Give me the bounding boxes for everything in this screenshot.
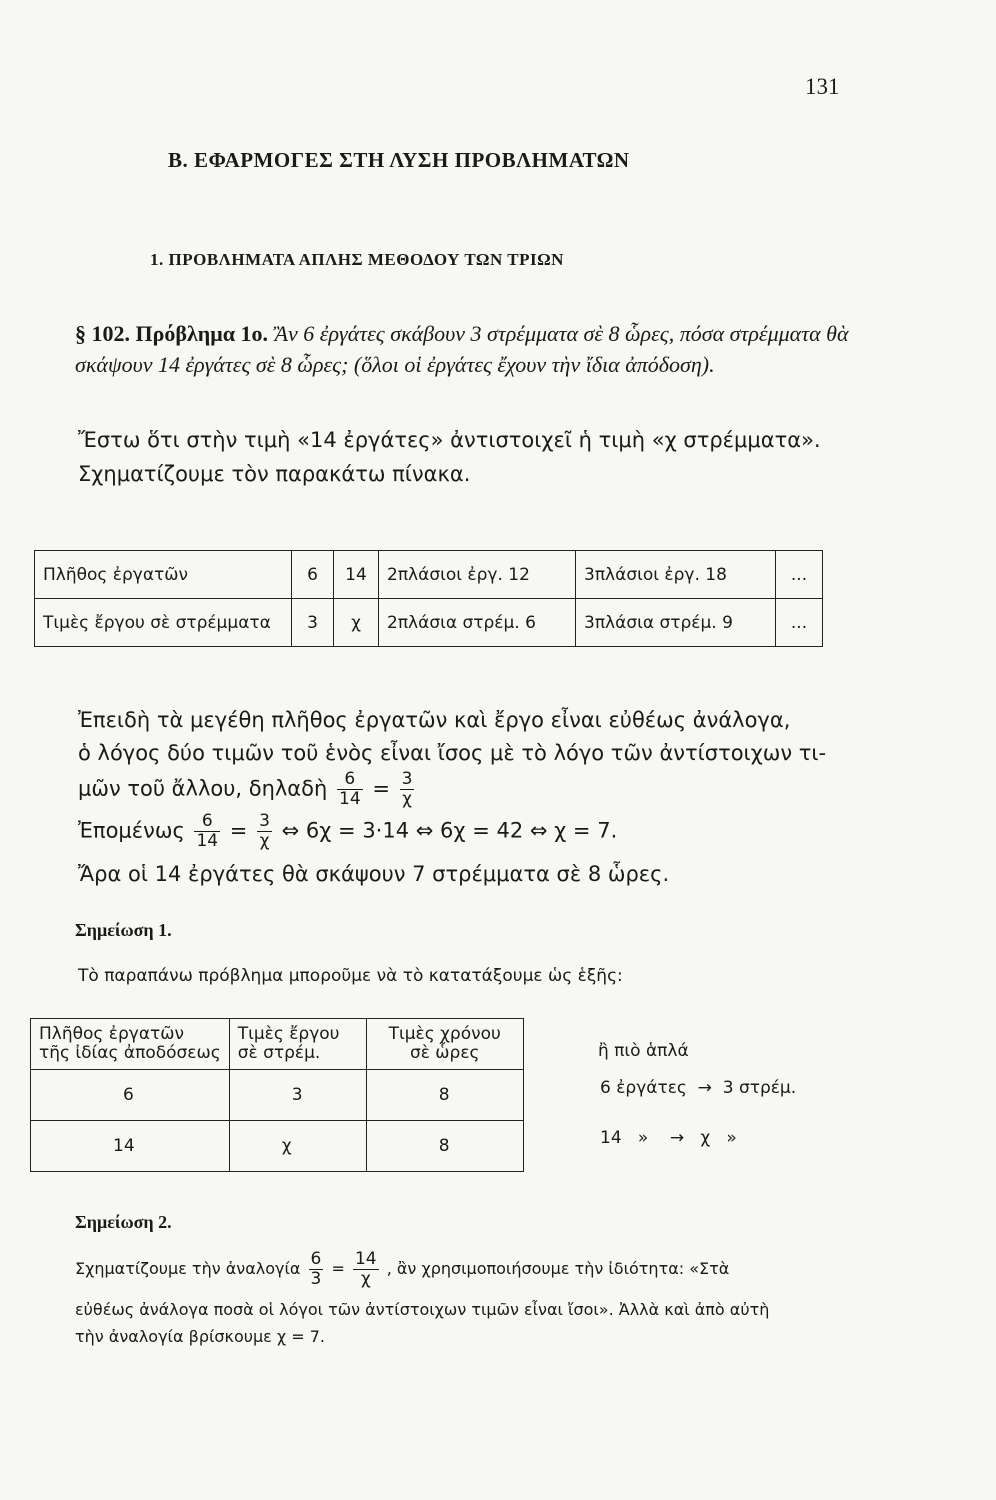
reasoning-line: ὁ λόγος δύο τιμῶν τοῦ ἑνὸς εἶναι ἴσος μὲ τὸ λόγο τῶν ἀντίστοιχων τι- [78, 741, 827, 765]
fraction-numerator: 6 [310, 1249, 322, 1269]
page-number: 131 [805, 74, 840, 99]
table-cell: 3 [229, 1070, 366, 1121]
equals-sign: = [372, 776, 390, 801]
reasoning-line [78, 812, 617, 851]
table-cell: 2πλάσιοι ἐργ. 12 [379, 551, 576, 599]
table-cell: ... [776, 551, 823, 599]
table-cell: 6 [31, 1070, 230, 1121]
reasoning-line [78, 770, 417, 809]
intro-line: Ἔστω ὅτι στὴν τιμὴ «14 ἐργάτες» ἀντιστοιχεῖ ἡ τιμὴ «χ στρέμματα». [78, 428, 821, 452]
table-cell: 2πλάσια στρέμ. 6 [379, 599, 576, 647]
header-line: σὲ στρέμ. [237, 1043, 321, 1063]
fraction-denominator: χ [360, 1269, 371, 1289]
header-line: σὲ ὧρες [409, 1043, 480, 1063]
table-cell: 14 [334, 551, 379, 599]
table-cell: 8 [366, 1121, 523, 1172]
intro-line: Σχηματίζουμε τὸν παρακάτω πίνακα. [78, 462, 471, 486]
reasoning-prefix: Ἐπομένως [78, 818, 185, 843]
fraction-numerator: 3 [401, 769, 413, 789]
table-header-cell [31, 1019, 230, 1070]
arrangement-table [30, 1018, 524, 1172]
note-text: Τὸ παραπάνω πρόβλημα μποροῦμε νὰ τὸ κατατάξουμε ὡς ἑξῆς: [78, 966, 623, 986]
note-suffix: , ἂν χρησιμοποιήσουμε τὴν ἰδιότητα: «Στὰ [386, 1259, 730, 1278]
header-line: Τιμὲς χρόνου [388, 1024, 501, 1044]
fraction-denominator: 14 [196, 831, 219, 851]
proportion-table [34, 550, 823, 647]
table-row [35, 599, 823, 647]
fraction [337, 770, 363, 809]
reasoning-line: Ἐπειδὴ τὰ μεγέθη πλῆθος ἐργατῶν καὶ ἔργο εἶναι εὐθέως ἀνάλογα, [78, 708, 791, 732]
table-cell: 3 [292, 599, 334, 647]
note-text: εὐθέως ἀνάλογα ποσὰ οἱ λόγοι τῶν ἀντίστοιχων τιμῶν εἶναι ἴσοι». Ἀλλὰ καὶ ἀπὸ αὐτὴ [75, 1300, 770, 1319]
table-cell: 3πλάσια στρέμ. 9 [576, 599, 776, 647]
problem-text: Ἂν 6 ἐργάτες σκάβουν 3 στρέμματα σὲ 8 ὧρες, πόσα στρέμματα θὰ σκάψουν 14 ἐργάτες σὲ 8 ὧρες; (ὅλοι οἱ ἐργάτες ἔχουν τὴν ἴδια ἀπόδοση). [75, 321, 849, 377]
side-note-line: 14 » → χ » [600, 1128, 737, 1148]
table-header-cell [229, 1019, 366, 1070]
note-prefix: Σχηματίζουμε τὴν ἀναλογία [75, 1259, 301, 1278]
table-cell: 3πλάσιοι ἐργ. 18 [576, 551, 776, 599]
table-cell: χ [334, 599, 379, 647]
table-cell: χ [229, 1121, 366, 1172]
equals-sign: = [229, 818, 248, 843]
fraction-denominator: 3 [310, 1269, 322, 1289]
fraction [353, 1250, 379, 1289]
table-row [35, 551, 823, 599]
problem-statement [75, 318, 850, 380]
table-cell: ... [776, 599, 823, 647]
table-cell: 14 [31, 1121, 230, 1172]
table-row [31, 1070, 524, 1121]
fraction-numerator: 6 [194, 812, 220, 832]
side-note-line: ἢ πιὸ ἁπλά [598, 1041, 689, 1061]
fraction [309, 1250, 324, 1289]
table-cell: 8 [366, 1070, 523, 1121]
fraction-numerator: 6 [337, 770, 363, 790]
table-row [31, 1121, 524, 1172]
fraction-denominator: 14 [339, 789, 361, 809]
header-line: τῆς ἰδίας ἀποδόσεως [39, 1043, 221, 1063]
table-header-row [31, 1019, 524, 1070]
table-cell: 6 [292, 551, 334, 599]
reasoning-equation: ⇔ 6χ = 3·14 ⇔ 6χ = 42 ⇔ χ = 7. [281, 818, 618, 843]
note-heading: Σημείωση 2. [75, 1212, 172, 1232]
table-cell: Τιμὲς ἔργου σὲ στρέμματα [35, 599, 292, 647]
fraction [400, 770, 415, 809]
fraction-numerator: 14 [354, 1249, 377, 1269]
header-line: Τιμὲς ἔργου [237, 1024, 340, 1044]
note-text: τὴν ἀναλογία βρίσκουμε χ = 7. [75, 1327, 325, 1346]
equals-sign: = [331, 1259, 345, 1278]
fraction-denominator: χ [402, 789, 412, 809]
header-line: Πλῆθος ἐργατῶν [39, 1024, 185, 1044]
table-cell: Πλῆθος ἐργατῶν [35, 551, 292, 599]
table-header-cell [366, 1019, 523, 1070]
problem-label: § 102. Πρόβλημα 1ο. [75, 321, 269, 346]
reasoning-prefix: μῶν τοῦ ἄλλου, δηλαδὴ [78, 776, 328, 801]
fraction [194, 812, 220, 851]
fraction [257, 812, 272, 851]
section-title: 1. ΠΡΟΒΛΗΜΑΤΑ ΑΠΛΗΣ ΜΕΘΟΔΟΥ ΤΩΝ ΤΡΙΩΝ [150, 250, 564, 269]
conclusion: Ἄρα οἱ 14 ἐργάτες θὰ σκάψουν 7 στρέμματα σὲ 8 ὧρες. [78, 862, 670, 886]
fraction-denominator: χ [259, 831, 270, 851]
fraction-numerator: 3 [259, 811, 270, 831]
note-text [75, 1250, 729, 1289]
note-heading: Σημείωση 1. [75, 920, 172, 940]
chapter-title: Β. ΕΦΑΡΜΟΓΕΣ ΣΤΗ ΛΥΣΗ ΠΡΟΒΛΗΜΑΤΩΝ [168, 148, 630, 172]
side-note-line: 6 ἐργάτες → 3 στρέμ. [600, 1078, 797, 1098]
